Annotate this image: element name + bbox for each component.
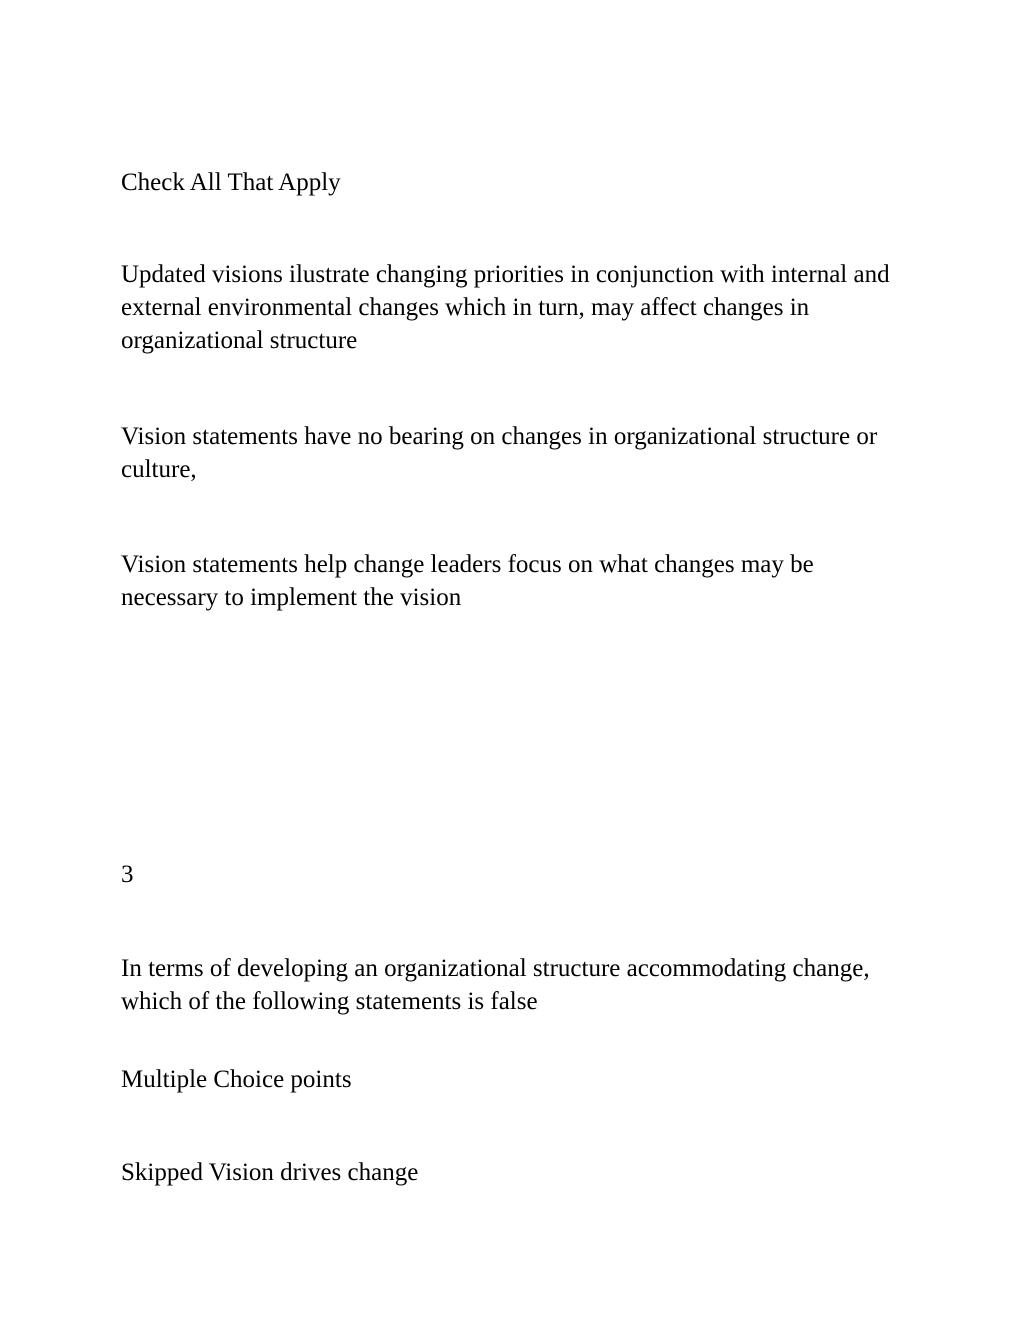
question-number: 3 xyxy=(121,861,134,888)
question-text: In terms of developing an organizational structure accommodating change, which of the following statements is false xyxy=(121,955,870,1015)
answer-option-help-leaders-focus: Vision statements help change leaders focus on what changes may be necessary to implement the vision xyxy=(121,551,814,611)
question-type-label: Multiple Choice points xyxy=(121,1066,352,1093)
question-type-label: Check All That Apply xyxy=(121,169,341,196)
answer-option-vision-drives-change: Skipped Vision drives change xyxy=(121,1159,419,1186)
answer-option-no-bearing: Vision statements have no bearing on changes in organizational structure or culture, xyxy=(121,423,878,483)
answer-option-updated-visions: Updated visions ilustrate changing priorities in conjunction with internal and external environmental changes which in turn, may affect changes in organizational structure xyxy=(121,261,890,354)
